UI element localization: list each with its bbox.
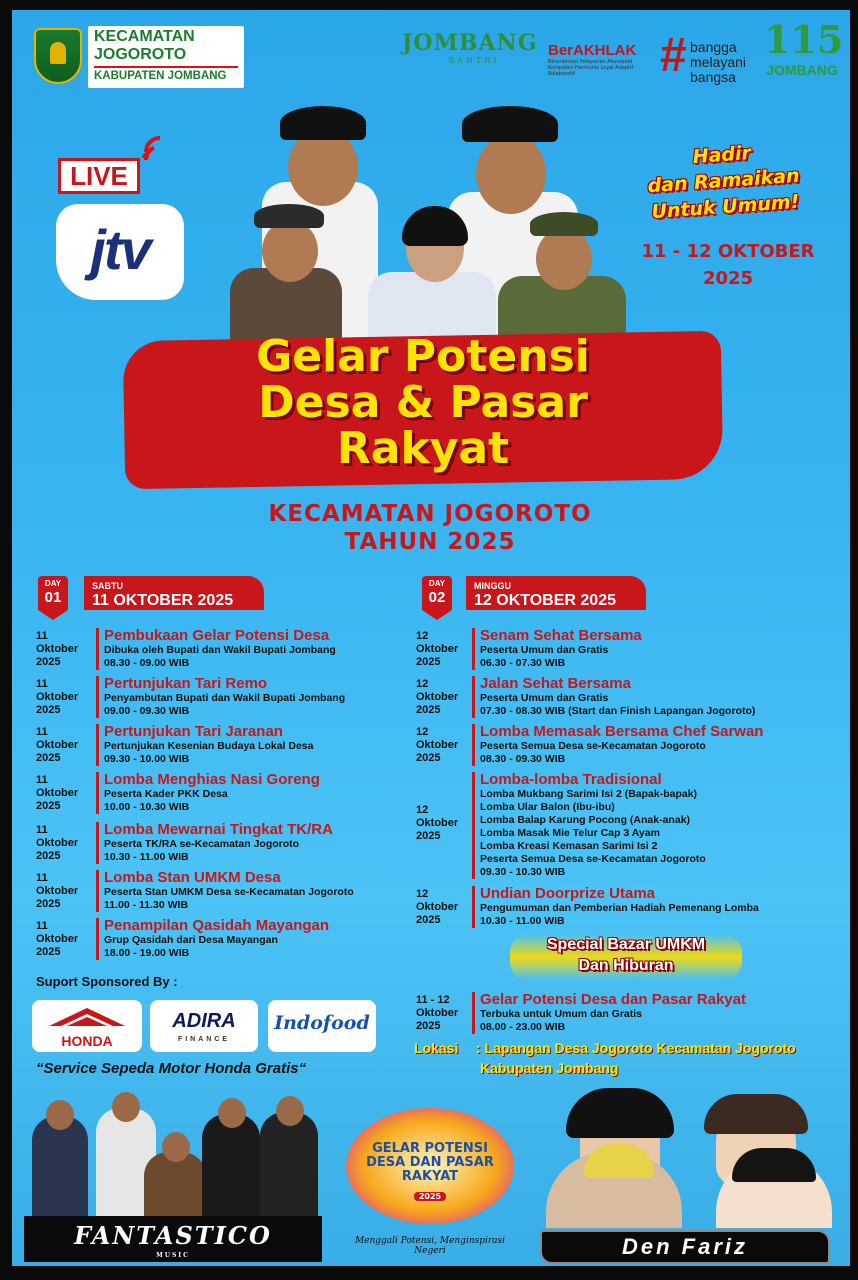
schedule-date bbox=[36, 774, 90, 813]
schedule-item bbox=[96, 870, 354, 912]
schedule-item bbox=[96, 628, 336, 670]
item-detail: Lomba Masak Mie Telur Cap 3 Ayam bbox=[480, 827, 660, 839]
date-day: 12 bbox=[416, 678, 429, 690]
schedule-date bbox=[36, 920, 90, 959]
band-photo bbox=[24, 1090, 324, 1218]
woman-official-uniform bbox=[368, 272, 496, 340]
band-sub: MUSIC bbox=[156, 1252, 190, 1259]
event-date-range: 11 - 12 OKTOBER bbox=[641, 241, 815, 262]
berakhlak-title: BerAKHLAK bbox=[548, 42, 637, 59]
title-line: Desa & Pasar bbox=[258, 377, 588, 428]
emblem-line: DESA DAN PASAR bbox=[366, 1155, 494, 1170]
item-time: 08.30 - 09.00 WIB bbox=[104, 657, 190, 669]
bangga-line: bangsa bbox=[690, 69, 736, 85]
date-month: Oktober bbox=[36, 787, 79, 799]
date-year: 2025 bbox=[36, 704, 61, 716]
officials-photo bbox=[226, 96, 636, 340]
date-month: Oktober bbox=[36, 691, 79, 703]
band-member-face bbox=[46, 1100, 74, 1130]
schedule-item bbox=[472, 724, 763, 766]
item-title: Senam Sehat Bersama bbox=[480, 627, 642, 644]
indofood-sponsor-logo: Indofood bbox=[268, 1000, 376, 1052]
band-name: FANTASTICO bbox=[74, 1221, 272, 1250]
day2-tab bbox=[422, 576, 452, 610]
schedule-item bbox=[472, 628, 642, 670]
schedule-date bbox=[36, 824, 90, 863]
band-member bbox=[202, 1114, 260, 1216]
date-day: 11 bbox=[36, 630, 48, 642]
title-line: Rakyat bbox=[336, 423, 510, 474]
item-detail: Peserta TK/RA se-Kecamatan Jogoroto bbox=[104, 838, 300, 850]
frame-right bbox=[850, 0, 858, 1280]
item-title: Lomba Stan UMKM Desa bbox=[104, 869, 281, 886]
schedule-item bbox=[472, 676, 755, 718]
date-day: 12 bbox=[416, 630, 429, 642]
item-detail: Peserta Stan UMKM Desa se-Kecamatan Jogoroto bbox=[104, 886, 354, 898]
band-name-banner bbox=[24, 1216, 322, 1262]
day1-tab-number: 01 bbox=[44, 589, 62, 606]
adira-sponsor-logo bbox=[150, 1000, 258, 1052]
schedule-date bbox=[416, 678, 470, 717]
emblem-line: GELAR POTENSI bbox=[372, 1141, 488, 1156]
band-member bbox=[260, 1112, 318, 1216]
date-day: 12 bbox=[416, 888, 429, 900]
invite-line: dan Ramaikan bbox=[646, 164, 801, 198]
date-year: 2025 bbox=[416, 656, 441, 668]
item-title: Lomba Menghias Nasi Goreng bbox=[104, 771, 320, 788]
item-time: 08.30 - 09.30 WIB bbox=[480, 753, 566, 765]
event-emblem-logo bbox=[346, 1108, 514, 1224]
bangga-melayani-logo bbox=[660, 29, 752, 88]
item-detail: Peserta Umum dan Gratis bbox=[480, 692, 609, 704]
date-year: 2025 bbox=[416, 1020, 441, 1032]
date-month: Oktober bbox=[416, 691, 459, 703]
day1-tab-label: DAY bbox=[44, 579, 62, 588]
singers-photo bbox=[540, 1094, 836, 1228]
official-face bbox=[476, 134, 546, 214]
date-day: 12 bbox=[416, 726, 429, 738]
item-detail: Peserta Semua Desa se-Kecamatan Jogoroto bbox=[480, 740, 706, 752]
item-detail: Lomba Ular Balon (Ibu-ibu) bbox=[480, 801, 615, 813]
band-member bbox=[32, 1116, 88, 1216]
item-title: Pertunjukan Tari Remo bbox=[104, 675, 268, 692]
item-time: 09.00 - 09.30 WIB bbox=[104, 705, 190, 717]
subtitle-line-2: TAHUN 2025 bbox=[344, 529, 516, 555]
date-day: 11 bbox=[36, 726, 48, 738]
schedule-date bbox=[416, 726, 470, 765]
special-bazar-banner bbox=[510, 934, 742, 980]
honda-wing-icon bbox=[32, 1006, 142, 1034]
item-time: 11.00 - 11.30 WIB bbox=[104, 899, 189, 911]
item-time: 06.30 - 07.30 WIB bbox=[480, 657, 566, 669]
item-title: Pertunjukan Tari Jaranan bbox=[104, 723, 283, 740]
date-day: 11 - 12 bbox=[416, 994, 450, 1006]
location-label: Lokasi bbox=[414, 1040, 459, 1056]
item-title: Penampilan Qasidah Mayangan bbox=[104, 917, 330, 934]
schedule-date bbox=[36, 678, 90, 717]
day1-name: SABTU bbox=[92, 581, 123, 591]
date-day: 12 bbox=[416, 804, 429, 816]
date-year: 2025 bbox=[36, 898, 61, 910]
schedule-item bbox=[96, 676, 345, 718]
regency-crest-icon bbox=[34, 28, 82, 84]
bangga-line: melayani bbox=[690, 54, 747, 70]
anniversary-label: JOMBANG bbox=[766, 62, 838, 78]
day2-name: MINGGU bbox=[474, 581, 511, 591]
schedule-item bbox=[96, 822, 333, 864]
emblem-line: RAKYAT bbox=[401, 1169, 459, 1184]
item-title: Lomba-lomba Tradisional bbox=[480, 771, 662, 788]
org-line-2: JOGOROTO bbox=[94, 46, 187, 63]
broadcast-signal-icon bbox=[138, 128, 174, 164]
bangga-lines bbox=[690, 40, 746, 85]
item-detail: Peserta Umum dan Gratis bbox=[480, 644, 609, 656]
singer-name-banner: Den Fariz bbox=[540, 1230, 830, 1264]
berakhlak-logo bbox=[548, 42, 656, 82]
org-line-3: KABUPATEN JOMBANG bbox=[94, 66, 238, 84]
singer-hair bbox=[566, 1088, 674, 1138]
item-detail: Pengumuman dan Pemberian Hadiah Pemenang Lomba bbox=[480, 902, 759, 914]
location-info bbox=[414, 1038, 834, 1080]
day2-date: 12 OKTOBER 2025 bbox=[474, 592, 616, 609]
anniversary-logo bbox=[764, 17, 844, 98]
item-time: 08.00 - 23.00 WIB bbox=[480, 1021, 566, 1033]
frame-bottom bbox=[0, 1266, 858, 1280]
date-year: 2025 bbox=[416, 914, 441, 926]
honda-sponsor-logo bbox=[32, 1000, 142, 1052]
item-time: 09.30 - 10.30 WIB bbox=[480, 866, 566, 878]
anniversary-number: 115 bbox=[764, 17, 844, 62]
schedule-date bbox=[416, 804, 470, 843]
item-time: 07.30 - 08.30 WIB (Start dan Finish Lapangan Jogoroto) bbox=[480, 705, 756, 717]
police-cap-icon bbox=[254, 204, 324, 228]
army-cap-icon bbox=[530, 212, 598, 236]
item-detail: Lomba Kreasi Kemasan Sarimi Isi 2 bbox=[480, 840, 658, 852]
special-line-2: Dan Hiburan bbox=[578, 957, 674, 974]
day2-tab-tail bbox=[422, 610, 452, 620]
event-subtitle bbox=[180, 500, 680, 560]
item-time: 10.00 - 10.30 WIB bbox=[104, 801, 190, 813]
live-badge: LIVE bbox=[58, 158, 140, 194]
jtv-channel-logo: jtv bbox=[56, 204, 184, 300]
date-month: Oktober bbox=[36, 837, 79, 849]
item-title: Jalan Sehat Bersama bbox=[480, 675, 631, 692]
army-face bbox=[536, 228, 592, 290]
date-month: Oktober bbox=[36, 643, 79, 655]
subtitle-line-1: KECAMATAN JOGOROTO bbox=[268, 501, 592, 527]
date-day: 11 bbox=[36, 872, 48, 884]
date-month: Oktober bbox=[416, 1007, 459, 1019]
district-name-box bbox=[88, 26, 244, 88]
schedule-date bbox=[36, 726, 90, 765]
date-day: 11 bbox=[36, 774, 48, 786]
schedule-date bbox=[416, 630, 470, 669]
date-year: 2025 bbox=[416, 752, 441, 764]
frame-left bbox=[0, 0, 12, 1280]
item-detail: Penyambutan Bupati dan Wakil Bupati Jombang bbox=[104, 692, 346, 704]
schedule-item bbox=[472, 992, 746, 1034]
date-day: 11 bbox=[36, 824, 48, 836]
item-detail: Lomba Mukbang Sarimi Isi 2 (Bapak-bapak) bbox=[480, 788, 698, 800]
schedule-item bbox=[472, 772, 706, 879]
date-year: 2025 bbox=[416, 830, 441, 842]
schedule-item bbox=[472, 886, 759, 928]
invite-line: Untuk Umum! bbox=[650, 190, 800, 224]
date-month: Oktober bbox=[416, 643, 459, 655]
day2-header bbox=[466, 576, 646, 610]
schedule-item bbox=[96, 772, 320, 814]
item-detail: Peserta Kader PKK Desa bbox=[104, 788, 228, 800]
schedule-date bbox=[36, 630, 90, 669]
invite-banner bbox=[629, 136, 819, 239]
sponsor-heading: Suport Sponsored By : bbox=[36, 974, 178, 989]
event-title bbox=[124, 331, 722, 484]
singer-hair bbox=[704, 1094, 808, 1134]
item-detail: Peserta Semua Desa se-Kecamatan Jogoroto bbox=[480, 853, 706, 865]
emblem-tagline: Menggali Potensi, Menginspirasi Negeri bbox=[354, 1236, 506, 1256]
date-year: 2025 bbox=[36, 800, 61, 812]
schedule-item bbox=[96, 918, 329, 960]
official-cap-icon bbox=[462, 106, 558, 142]
item-detail: Terbuka untuk Umum dan Gratis bbox=[480, 1008, 642, 1020]
location-line-2: Kabupaten Jombang bbox=[480, 1060, 619, 1076]
service-note: “Service Sepeda Motor Honda Gratis“ bbox=[36, 1060, 307, 1077]
frame-top bbox=[0, 0, 858, 10]
day1-tab bbox=[38, 576, 68, 610]
day2-tab-number: 02 bbox=[428, 589, 446, 606]
schedule-item bbox=[96, 724, 314, 766]
title-line: Gelar Potensi bbox=[256, 331, 590, 382]
date-year: 2025 bbox=[36, 656, 61, 668]
band-member-face bbox=[162, 1132, 190, 1162]
schedule-date bbox=[416, 994, 470, 1033]
item-time: 09.30 - 10.00 WIB bbox=[104, 753, 190, 765]
item-detail: Dibuka oleh Bupati dan Wakil Bupati Jombang bbox=[104, 644, 336, 656]
item-title: Lomba Memasak Bersama Chef Sarwan bbox=[480, 723, 764, 740]
date-month: Oktober bbox=[416, 817, 459, 829]
org-line-1: KECAMATAN bbox=[94, 28, 195, 45]
date-year: 2025 bbox=[36, 850, 61, 862]
hashtag-icon: # bbox=[660, 29, 687, 82]
adira-label: ADIRA bbox=[172, 1010, 236, 1032]
police-face bbox=[262, 220, 318, 282]
bangga-line: bangga bbox=[690, 39, 737, 55]
date-day: 11 bbox=[36, 920, 48, 932]
item-detail: Grup Qasidah dari Desa Mayangan bbox=[104, 934, 278, 946]
date-month: Oktober bbox=[416, 739, 459, 751]
invite-line: Hadir bbox=[691, 142, 752, 169]
day1-header bbox=[84, 576, 264, 610]
item-time: 18.00 - 19.00 WIB bbox=[104, 947, 190, 959]
jombang-santri-logo bbox=[402, 30, 546, 80]
item-title: Gelar Potensi Desa dan Pasar Rakyat bbox=[480, 991, 746, 1008]
date-year: 2025 bbox=[36, 752, 61, 764]
emblem-year: 2025 bbox=[414, 1192, 446, 1201]
special-line-1: Special Bazar UMKM bbox=[546, 936, 706, 953]
item-title: Lomba Mewarnai Tingkat TK/RA bbox=[104, 821, 333, 838]
jombang-logo-sub: SANTRI bbox=[448, 56, 500, 65]
day2-tab-label: DAY bbox=[428, 579, 446, 588]
item-title: Pembukaan Gelar Potensi Desa bbox=[104, 627, 330, 644]
day1-date: 11 OKTOBER 2025 bbox=[92, 592, 234, 609]
honda-label: HONDA bbox=[61, 1033, 113, 1049]
band-member-face bbox=[112, 1092, 140, 1122]
jombang-logo-text: JOMBANG bbox=[402, 30, 538, 56]
schedule-date bbox=[36, 872, 90, 911]
date-month: Oktober bbox=[416, 901, 459, 913]
item-time: 10.30 - 11.00 WIB bbox=[104, 851, 189, 863]
item-detail: Pertunjukan Kesenian Budaya Lokal Desa bbox=[104, 740, 314, 752]
date-month: Oktober bbox=[36, 885, 79, 897]
item-title: Undian Doorprize Utama bbox=[480, 885, 656, 902]
official-cap-icon bbox=[280, 106, 366, 140]
item-time: 10.30 - 11.00 WIB bbox=[480, 915, 565, 927]
schedule-date bbox=[416, 888, 470, 927]
date-day: 11 bbox=[36, 678, 48, 690]
date-year: 2025 bbox=[36, 946, 61, 958]
band-member-face bbox=[276, 1096, 304, 1126]
band-member-face bbox=[218, 1098, 246, 1128]
singer-hair bbox=[732, 1148, 816, 1182]
date-year: 2025 bbox=[416, 704, 441, 716]
day1-tab-tail bbox=[38, 610, 68, 620]
event-year: 2025 bbox=[702, 268, 754, 289]
date-month: Oktober bbox=[36, 739, 79, 751]
adira-sub: FINANCE bbox=[177, 1036, 231, 1043]
location-line-1: : Lapangan Desa Jogoroto Kecamatan Jogoroto bbox=[476, 1040, 796, 1056]
item-detail: Lomba Balap Karung Pocong (Anak-anak) bbox=[480, 814, 691, 826]
event-dates bbox=[630, 238, 826, 292]
berakhlak-sub: Berorientasi Pelayanan Akuntabel Kompeten Harmonis Loyal Adaptif Kolaboratif bbox=[548, 59, 634, 77]
date-month: Oktober bbox=[36, 933, 79, 945]
